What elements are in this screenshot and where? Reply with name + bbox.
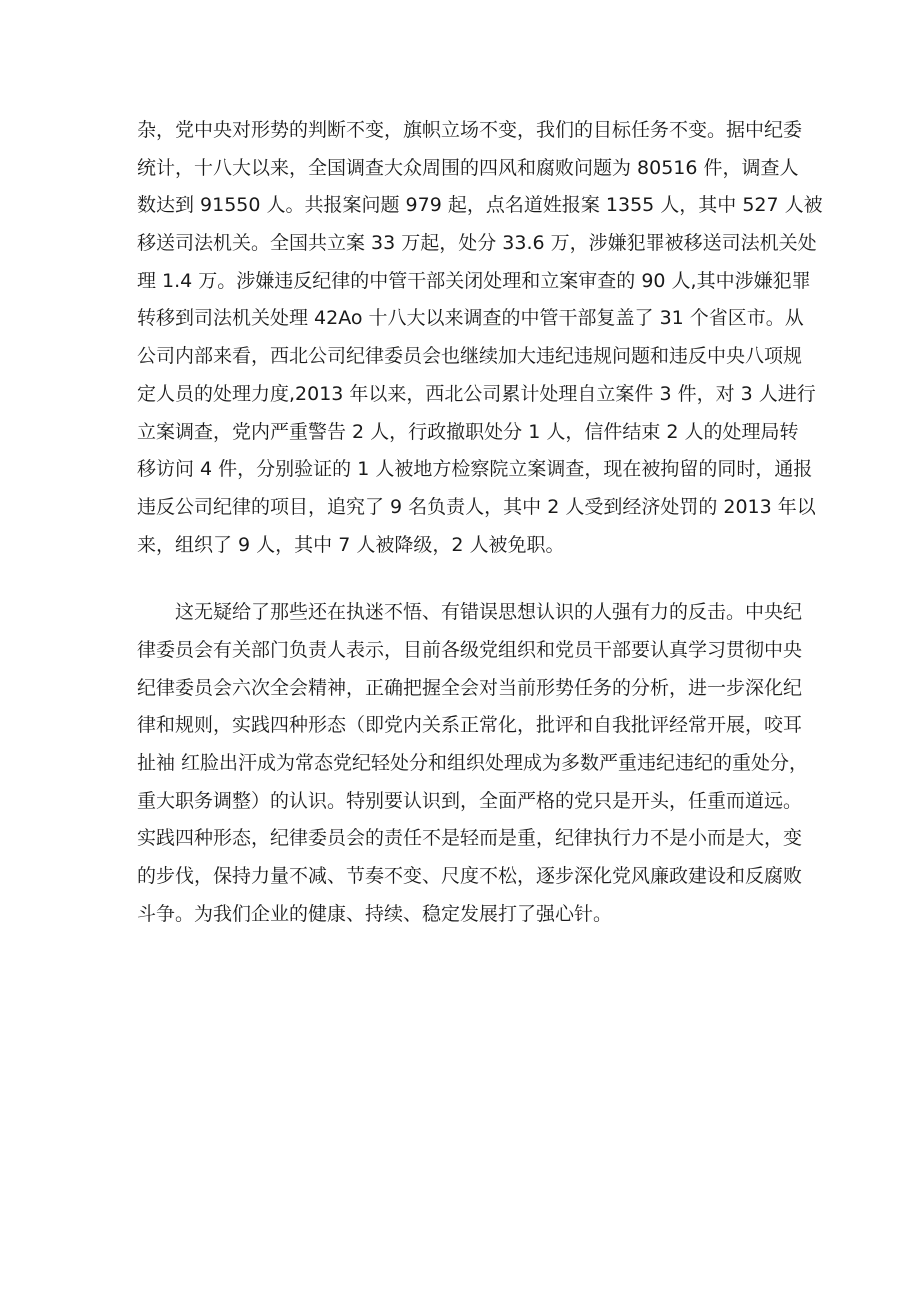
text-line: 移送司法机关。全国共立案 33 万起，处分 33.6 万，涉嫌犯罪被移送司法机关处 — [137, 232, 817, 255]
text-line: 律委员会有关部门负责人表示，目前各级党组织和党员干部要认真学习贯彻中央 — [137, 638, 803, 661]
text-line: 重大职务调整）的认识。特别要认识到，全面严格的党只是开头，任重而道远。 — [137, 789, 803, 812]
text-line: 杂，党中央对形势的判断不变，旗帜立场不变，我们的目标任务不变。据中纪委 — [137, 119, 803, 141]
text-line: 转移到司法机关处理 42Ao 十八大以来调查的中管干部复盖了 31 个省区市。从 — [137, 307, 804, 330]
paragraph-2 — [137, 594, 809, 933]
document-body — [137, 112, 823, 933]
paragraph-spacer — [137, 564, 787, 594]
text-line: 纪律委员会六次全会精神，正确把握全会对当前形势任务的分析，进一步深化纪 — [137, 676, 803, 699]
text-line: 扯袖 红脸出汗成为常态党纪轻处分和组织处理成为多数严重违纪违纪的重处分， — [137, 752, 809, 774]
text-line: 移访问 4 件，分别验证的 1 人被地方检察院立案调查，现在被拘留的同时，通报 — [137, 458, 813, 481]
text-line: 统计，十八大以来，全国调查大众周围的四风和腐败问题为 80516 件，调查人 — [137, 156, 799, 179]
text-line: 违反公司纪律的项目，追究了 9 名负责人，其中 2 人受到经济处罚的 2013 年以 — [137, 495, 816, 518]
text-line: 公司内部来看，西北公司纪律委员会也继续加大违纪违规问题和违反中央八项规 — [137, 345, 803, 368]
paragraph-1 — [137, 112, 823, 564]
text-line: 的步伐，保持力量不减、节奏不变、尺度不松，逐步深化党风廉政建设和反腐败 — [137, 865, 803, 888]
text-line: 这无疑给了那些还在执迷不悟、有错误思想认识的人强有力的反击。中央纪 — [175, 601, 803, 624]
text-line: 立案调查，党内严重警告 2 人，行政撤职处分 1 人，信件结束 2 人的处理局转 — [137, 420, 799, 443]
text-line: 实践四种形态，纪律委员会的责任不是轻而是重，纪律执行力不是小而是大，变 — [137, 827, 803, 850]
text-line: 数达到 91550 人。共报案问题 979 起，点名道姓报案 1355 人，其中 527 人被 — [137, 194, 823, 217]
text-line: 定人员的处理力度,2013 年以来，西北公司累计处理自立案件 3 件，对 3 人进行 — [137, 382, 816, 405]
text-line: 律和规则，实践四种形态（即党内关系正常化，批评和自我批评经常开展，咬耳 — [137, 714, 803, 737]
text-line: 理 1.4 万。涉嫌违反纪律的中管干部关闭处理和立案审查的 90 人,其中涉嫌犯罪 — [137, 269, 811, 292]
text-line: 来，组织了 9 人，其中 7 人被降级，2 人被免职。 — [137, 533, 565, 556]
text-line: 斗争。为我们企业的健康、持续、稳定发展打了强心针。 — [137, 902, 613, 925]
